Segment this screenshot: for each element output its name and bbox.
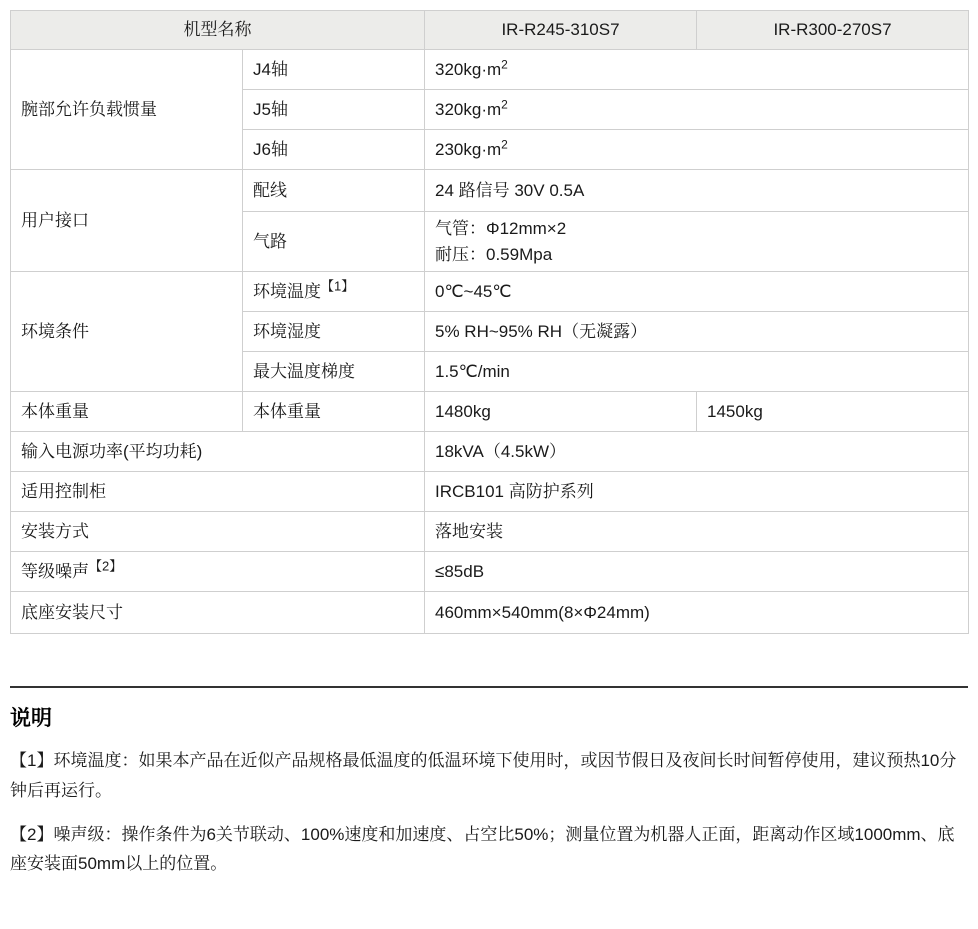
value-air-circuit [425, 212, 969, 272]
table-row [11, 392, 969, 432]
table-row [11, 170, 969, 212]
note-item-2: 【2】噪声级：操作条件为6关节联动、100%速度和加速度、占空比50%；测量位置为机器人正面，距离动作区域1000mm、底座安装面50mm以上的位置。 [10, 824, 955, 874]
sub-label-wiring: 配线 [243, 170, 425, 212]
superscript: 2 [501, 57, 508, 72]
superscript: 2 [501, 137, 508, 152]
sub-label-j5: J5轴 [243, 90, 425, 130]
note-item-1: 【1】环境温度：如果本产品在近似产品规格最低温度的低温环境下使用时，或因节假日及夜间长时间暂停使用，建议预热10分钟后再运行。 [10, 751, 957, 800]
value-wiring: 24 路信号 30V 0.5A [425, 170, 969, 212]
label-input-power: 输入电源功率(平均功耗) [11, 432, 425, 472]
header-model-name: 机型名称 [11, 11, 425, 50]
table-row [11, 512, 969, 552]
notes-title: 说明 [10, 707, 52, 730]
table-row [11, 272, 969, 312]
table-header-row [11, 11, 969, 50]
header-model-1: IR-R245-310S7 [425, 11, 697, 50]
sub-label-ambient-temperature [243, 272, 425, 312]
value-base-mounting-size: 460mm×540mm(8×Φ24mm) [425, 592, 969, 634]
group-label-wrist-inertia: 腕部允许负载惯量 [11, 50, 243, 170]
table-row [11, 432, 969, 472]
value-body-weight-model-1: 1480kg [425, 392, 697, 432]
label-base-mounting-size: 底座安装尺寸 [11, 592, 425, 634]
air-circuit-line-2: 耐压：0.59Mpa [435, 244, 553, 264]
value-text: 320kg·m [435, 59, 502, 79]
value-ambient-temperature: 0℃~45℃ [425, 272, 969, 312]
value-control-cabinet: IRCB101 高防护系列 [425, 472, 969, 512]
table-row [11, 472, 969, 512]
notes-section [10, 686, 968, 879]
sub-label-air-circuit: 气路 [243, 212, 425, 272]
value-text: 320kg·m [435, 99, 502, 119]
value-mounting-method: 落地安装 [425, 512, 969, 552]
spec-sheet-page [0, 10, 978, 879]
value-noise-level: ≤85dB [425, 552, 969, 592]
label-text: 等级噪声 [21, 561, 89, 581]
sub-label-max-temp-gradient: 最大温度梯度 [243, 352, 425, 392]
value-body-weight-model-2: 1450kg [697, 392, 969, 432]
value-j4-inertia [425, 50, 969, 90]
group-label-body-weight: 本体重量 [11, 392, 243, 432]
air-circuit-line-1: 气管：Φ12mm×2 [435, 219, 567, 238]
value-ambient-humidity: 5% RH~95% RH（无凝露） [425, 312, 969, 352]
value-input-power: 18kVA（4.5kW） [425, 432, 969, 472]
sub-label-body-weight: 本体重量 [243, 392, 425, 432]
section-divider [10, 686, 968, 688]
value-text: 230kg·m [435, 139, 502, 159]
label-control-cabinet: 适用控制柜 [11, 472, 425, 512]
footnote-marker-1: 【1】 [321, 278, 355, 294]
sub-label-ambient-humidity: 环境湿度 [243, 312, 425, 352]
sub-label-j6: J6轴 [243, 130, 425, 170]
table-row [11, 592, 969, 634]
table-row [11, 50, 969, 90]
label-mounting-method: 安装方式 [11, 512, 425, 552]
sub-label-j4: J4轴 [243, 50, 425, 90]
value-max-temp-gradient: 1.5℃/min [425, 352, 969, 392]
group-label-environment: 环境条件 [11, 272, 243, 392]
specification-table [10, 10, 969, 634]
header-model-2: IR-R300-270S7 [697, 11, 969, 50]
superscript: 2 [501, 97, 508, 112]
sub-label-text: 环境温度 [253, 281, 321, 301]
value-j6-inertia [425, 130, 969, 170]
group-label-user-interface: 用户接口 [11, 170, 243, 272]
footnote-marker-2: 【2】 [89, 558, 123, 574]
label-noise-level [11, 552, 425, 592]
value-j5-inertia [425, 90, 969, 130]
table-row [11, 552, 969, 592]
